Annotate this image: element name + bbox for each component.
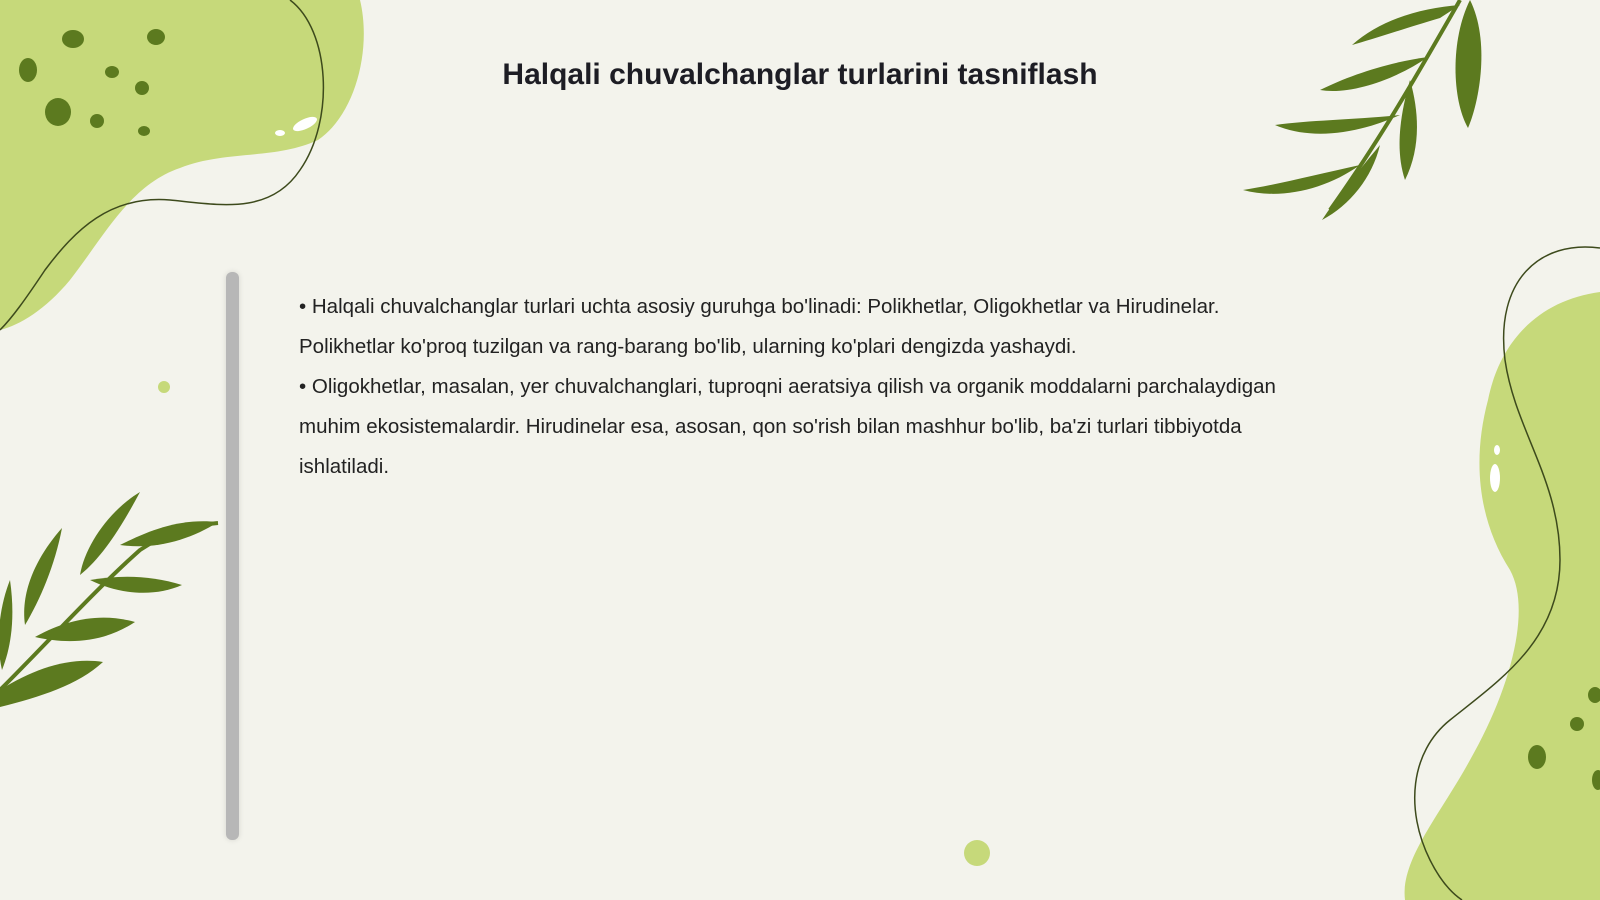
small-dot-bottom xyxy=(964,840,990,866)
right-blob xyxy=(1405,292,1600,900)
slide-body xyxy=(299,287,1309,487)
bottom-left-leaf-branch xyxy=(0,492,218,707)
top-left-blob xyxy=(0,0,364,330)
vertical-divider-bar xyxy=(226,272,239,840)
bullet-paragraph: • Halqali chuvalchanglar turlari uchta asosiy guruhga bo'linadi: Polikhetlar, Oligokhetlar va Hirudinelar. Polikhetlar ko'proq tuzilgan va rang-barang bo'lib, ularning ko'plari dengizda yashaydi. xyxy=(299,295,1220,358)
top-right-leaf-branch xyxy=(1243,0,1481,220)
bullet-paragraph: • Oligokhetlar, masalan, yer chuvalchanglari, tuproqni aeratsiya qilish va organik moddalarni parchalaydigan muhim ekosistemalardir. Hirudinelar esa, asosan, qon so'rish bilan mashhur bo'lib, ba'zi turlari tibbiyotda ishlatiladi. xyxy=(299,375,1276,478)
slide-title: Halqali chuvalchanglar turlarini tasniflash xyxy=(502,58,1098,91)
small-dot-left xyxy=(158,381,170,393)
